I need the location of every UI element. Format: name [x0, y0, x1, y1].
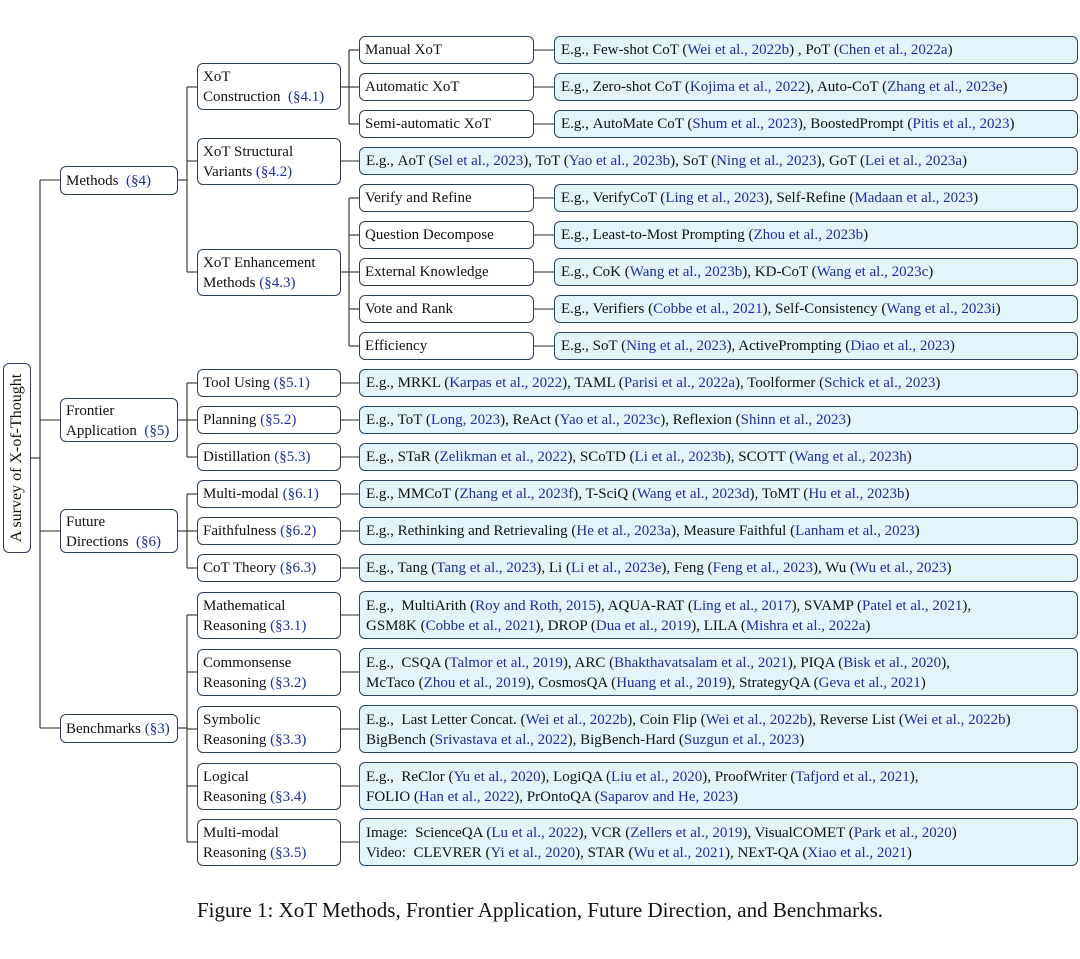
node-vote-and-rank: Vote and Rank: [359, 295, 534, 323]
node-distillation: Distillation (§5.3): [197, 443, 341, 471]
leaf-cot-theory: E.g., Tang ( Tang et al., 2023 ), Li ( Li et al., 2023e ), Feng ( Feng et al., 2023 ), Wu ( Wu et al., 2023 ): [359, 554, 1078, 582]
leaf-logical-reasoning: E.g., ReClor (Yu et al., 2020), LogiQA (Liu et al., 2020), ProofWriter (Tafjord et al., 2021), FOLIO (Han et al., 2022), PrOntoQA (Saparov and He, 2023): [359, 762, 1078, 810]
node-external-knowledge: External Knowledge: [359, 258, 534, 286]
figure-caption: Figure 1: XoT Methods, Frontier Application, Future Direction, and Benchmarks.: [196, 898, 884, 922]
node-tool-using: Tool Using (§5.1): [197, 369, 341, 397]
leaf-efficiency: E.g., SoT ( Ning et al., 2023 ), ActivePrompting ( Diao et al., 2023 ): [554, 332, 1078, 360]
leaf-structural-variants: E.g., AoT ( Sel et al., 2023 ), ToT ( Yao et al., 2023b ), SoT ( Ning et al., 2023 ), GoT ( Lei et al., 2023a ): [359, 147, 1078, 175]
node-faithfulness: Faithfulness (§6.2): [197, 517, 341, 545]
leaf-faithfulness: E.g., Rethinking and Retrievaling ( He et al., 2023a ), Measure Faithful ( Lanham et al., 2023 ): [359, 517, 1078, 545]
leaf-external-knowledge: E.g., CoK ( Wang et al., 2023b ), KD-CoT ( Wang et al., 2023c ): [554, 258, 1078, 286]
root-node: [3, 363, 31, 553]
node-semi-automatic-xot: Semi-automatic XoT: [359, 110, 534, 138]
node-manual-xot: Manual XoT: [359, 36, 534, 64]
node-mathematical-reasoning: Mathematical Reasoning (§3.1): [197, 592, 341, 639]
node-efficiency: Efficiency: [359, 332, 534, 360]
node-xot-structural-variants: XoT Structural Variants (§4.2): [197, 138, 341, 185]
node-automatic-xot: Automatic XoT: [359, 73, 534, 101]
node-multimodal-reasoning: Multi-modal Reasoning (§3.5): [197, 819, 341, 866]
leaf-multi-modal-direction: E.g., MMCoT ( Zhang et al., 2023f ), T-SciQ ( Wang et al., 2023d ), ToMT ( Hu et al., 2023b ): [359, 480, 1078, 508]
leaf-question-decompose: E.g., Least-to-Most Prompting ( Zhou et al., 2023b ): [554, 221, 1078, 249]
node-frontier-application: Frontier Application (§5): [60, 398, 178, 442]
node-question-decompose: Question Decompose: [359, 221, 534, 249]
leaf-commonsense-reasoning: E.g., CSQA (Talmor et al., 2019), ARC (Bhakthavatsalam et al., 2021), PIQA (Bisk et al., 2020), McTaco (Zhou et al., 2019), CosmosQA (Huang et al., 2019), StrategyQA (Geva et al., 2021): [359, 648, 1078, 696]
leaf-planning: E.g., ToT ( Long, 2023 ), ReAct ( Yao et al., 2023c ), Reflexion ( Shinn et al., 2023 ): [359, 406, 1078, 434]
leaf-symbolic-reasoning: E.g., Last Letter Concat. (Wei et al., 2022b), Coin Flip (Wei et al., 2022b), Reverse List (Wei et al., 2022b) BigBench (Srivastava et al., 2022), BigBench-Hard (Suzgun et al., 2023): [359, 705, 1078, 753]
leaf-mathematical-reasoning: E.g., MultiArith (Roy and Roth, 2015), AQUA-RAT (Ling et al., 2017), SVAMP (Patel et al., 2021), GSM8K (Cobbe et al., 2021), DROP (Dua et al., 2019), LILA (Mishra et al., 2022a): [359, 591, 1078, 639]
leaf-verify-and-refine: E.g., VerifyCoT ( Ling et al., 2023 ), Self-Refine ( Madaan et al., 2023 ): [554, 184, 1078, 212]
node-symbolic-reasoning: Symbolic Reasoning (§3.3): [197, 706, 341, 753]
node-planning: Planning (§5.2): [197, 406, 341, 434]
node-xot-construction: XoT Construction (§4.1): [197, 63, 341, 110]
leaf-manual-xot: E.g., Few-shot CoT ( Wei et al., 2022b ) , PoT ( Chen et al., 2022a ): [554, 36, 1078, 64]
node-commonsense-reasoning: Commonsense Reasoning (§3.2): [197, 649, 341, 696]
leaf-semi-automatic-xot: E.g., AutoMate CoT ( Shum et al., 2023 ), BoostedPrompt ( Pitis et al., 2023 ): [554, 110, 1078, 138]
leaf-automatic-xot: E.g., Zero-shot CoT ( Kojima et al., 2022 ), Auto-CoT ( Zhang et al., 2023e ): [554, 73, 1078, 101]
root-label: A survey of X-of-Thought: [8, 373, 25, 543]
node-methods: Methods (§4): [60, 166, 178, 195]
node-xot-enhancement-methods: XoT Enhancement Methods (§4.3): [197, 249, 341, 296]
node-benchmarks: Benchmarks (§3): [60, 714, 178, 743]
leaf-multimodal-reasoning: Image: ScienceQA (Lu et al., 2022), VCR (Zellers et al., 2019), VisualCOMET (Park et al., 2020) Video: CLEVRER (Yi et al., 2020), STAR (Wu et al., 2021), NExT-QA (Xiao et al., 2021): [359, 818, 1078, 866]
leaf-tool-using: E.g., MRKL ( Karpas et al., 2022 ), TAML ( Parisi et al., 2022a ), Toolformer ( Schick et al., 2023 ): [359, 369, 1078, 397]
node-verify-and-refine: Verify and Refine: [359, 184, 534, 212]
node-cot-theory: CoT Theory (§6.3): [197, 554, 341, 582]
node-future-directions: Future Directions (§6): [60, 509, 178, 553]
node-logical-reasoning: Logical Reasoning (§3.4): [197, 763, 341, 810]
node-multi-modal-direction: Multi-modal (§6.1): [197, 480, 341, 508]
leaf-distillation: E.g., STaR ( Zelikman et al., 2022 ), SCoTD ( Li et al., 2023b ), SCOTT ( Wang et al., 2023h ): [359, 443, 1078, 471]
leaf-vote-and-rank: E.g., Verifiers ( Cobbe et al., 2021 ), Self-Consistency ( Wang et al., 2023i ): [554, 295, 1078, 323]
